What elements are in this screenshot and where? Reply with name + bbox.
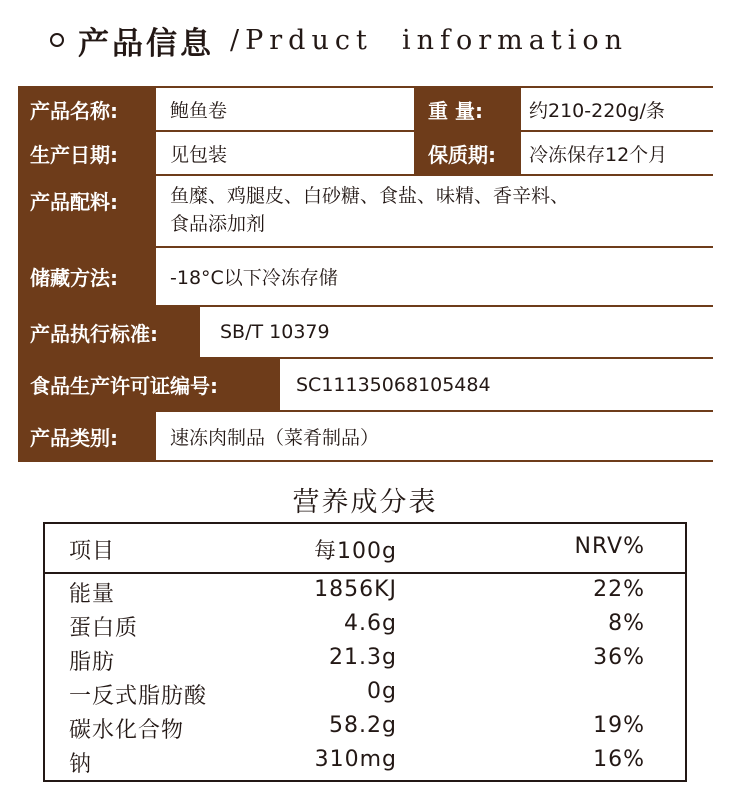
weight-value: 约210-220g/条 xyxy=(521,88,713,130)
info-row-category xyxy=(18,412,713,460)
category-value: 速冻肉制品（菜肴制品） xyxy=(156,412,713,460)
nutrition-row xyxy=(45,574,685,608)
date-label: 生产日期: xyxy=(18,132,154,174)
nutrient-nrv: 22% xyxy=(593,577,645,602)
storage-value: -18°C以下冷冻存储 xyxy=(156,248,713,305)
nutrition-table-title: 营养成分表 xyxy=(292,487,438,518)
circle-bullet-icon xyxy=(50,33,64,47)
nutrient-amount: 0g xyxy=(367,679,397,704)
storage-label: 储藏方法: xyxy=(18,248,154,305)
header-per-100g: 每100g xyxy=(314,539,397,564)
nutrient-nrv: 16% xyxy=(593,747,645,772)
nutrient-nrv: 8% xyxy=(608,611,645,636)
info-row-storage xyxy=(18,248,713,305)
name-value: 鲍鱼卷 xyxy=(156,88,414,130)
nutrient-nrv: 36% xyxy=(593,645,645,670)
header-item: 项目 xyxy=(69,539,116,564)
nutrition-row xyxy=(45,642,685,676)
info-row-date-shelf xyxy=(18,132,713,174)
nutrient-amount: 58.2g xyxy=(329,713,397,738)
nutrient-name: 蛋白质 xyxy=(69,616,139,641)
info-row-name-weight xyxy=(18,88,713,130)
nutrient-amount: 310mg xyxy=(314,747,397,772)
nutrition-row xyxy=(45,608,685,642)
ingredients-line-1: 鱼糜、鸡腿皮、白砂糖、食盐、味精、香辛料、 xyxy=(170,185,570,207)
nutrition-row xyxy=(45,676,685,710)
nutrient-amount: 1856KJ xyxy=(314,577,397,602)
nutrition-table xyxy=(43,522,687,782)
name-label: 产品名称: xyxy=(18,88,154,130)
license-value: SC11135068105484 xyxy=(280,359,713,410)
ingredients-label: 产品配料: xyxy=(18,176,154,246)
nutrient-name: 碳水化合物 xyxy=(69,718,185,743)
nutrient-amount: 21.3g xyxy=(329,645,397,670)
standard-label: 产品执行标准: xyxy=(18,307,198,357)
date-value: 见包装 xyxy=(156,132,414,174)
nutrition-row xyxy=(45,710,685,744)
nutrient-nrv: 19% xyxy=(593,713,645,738)
product-info-table xyxy=(18,86,713,462)
nutrition-row xyxy=(45,744,685,778)
header-nrv: NRV% xyxy=(574,534,645,559)
info-row-ingredients xyxy=(18,176,713,246)
nutrient-name: 一反式脂肪酸 xyxy=(69,684,208,709)
nutrient-amount: 4.6g xyxy=(344,611,397,636)
section-header xyxy=(50,18,628,62)
weight-label: 重 量: xyxy=(416,88,519,130)
nutrient-name: 能量 xyxy=(69,582,116,607)
license-label: 食品生产许可证编号: xyxy=(18,359,278,410)
nutrition-header-row xyxy=(45,524,685,574)
section-subtitle: /Prduct information xyxy=(230,24,628,56)
ingredients-value xyxy=(156,176,713,246)
info-row-license xyxy=(18,359,713,410)
nutrient-name: 钠 xyxy=(69,752,93,777)
standard-value: SB/T 10379 xyxy=(200,307,713,357)
ingredients-line-2: 食品添加剂 xyxy=(170,213,266,235)
category-label: 产品类别: xyxy=(18,412,154,460)
nutrient-name: 脂肪 xyxy=(69,650,116,675)
shelf-life-label: 保质期: xyxy=(416,132,519,174)
info-row-standard xyxy=(18,307,713,357)
shelf-life-value: 冷冻保存12个月 xyxy=(521,132,713,174)
section-title: 产品信息 xyxy=(78,25,214,62)
